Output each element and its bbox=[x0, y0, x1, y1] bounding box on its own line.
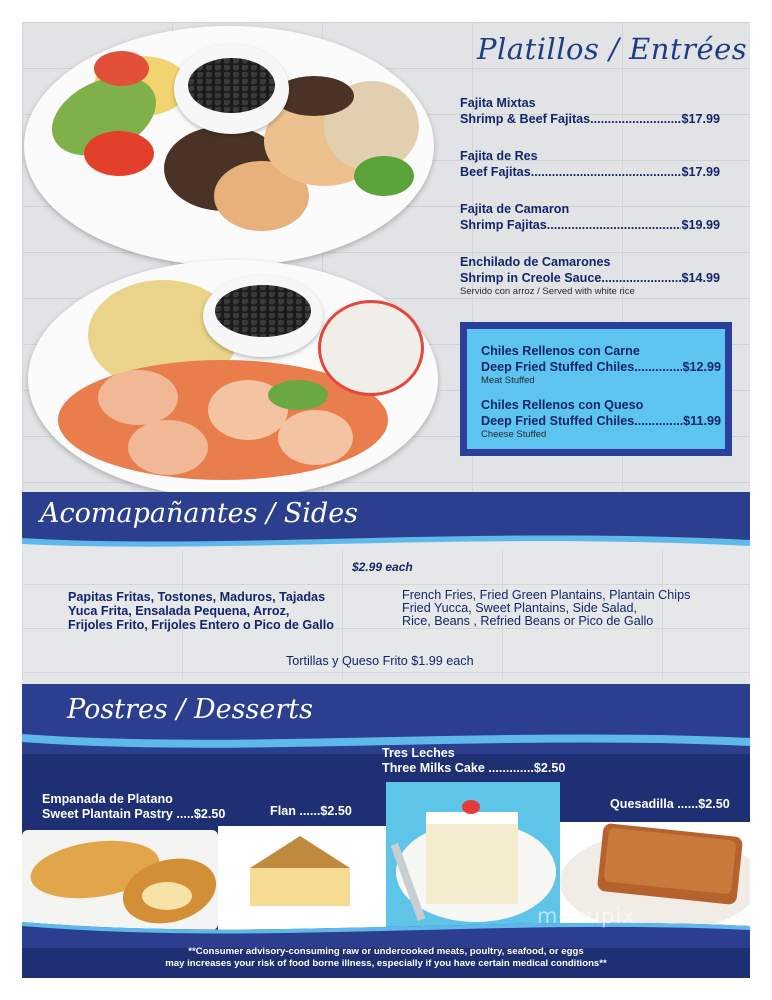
item-price: $14.99 bbox=[681, 271, 720, 285]
chiles-rellenos-box bbox=[460, 322, 732, 456]
sides-list-es bbox=[68, 590, 368, 632]
tortillas-item: Tortillas y Queso Frito $1.99 each bbox=[286, 654, 474, 668]
bottom-wave bbox=[22, 912, 750, 948]
dessert-flan: Flan ......$2.50 bbox=[270, 804, 352, 818]
desserts-header-band bbox=[22, 684, 750, 754]
item-name-en: Shrimp in Creole Sauce bbox=[460, 271, 602, 285]
item-name-en: Shrimp & Beef Fajitas bbox=[460, 112, 591, 126]
menu-item-enchilado-de-camarones bbox=[460, 254, 720, 298]
item-name-en: Shrimp Fajitas bbox=[460, 218, 547, 232]
item-name-en: Deep Fried Stuffed Chiles bbox=[481, 360, 635, 374]
dessert-name-en: Sweet Plantain Pastry bbox=[42, 807, 173, 821]
sides-list-en bbox=[402, 589, 722, 628]
item-price: $17.99 bbox=[681, 112, 720, 126]
dessert-name-es: Empanada de Platano bbox=[42, 792, 173, 806]
dessert-empanada: Empanada de Platano Sweet Plantain Pastry .....$2.50 bbox=[42, 792, 226, 821]
dessert-name: Flan bbox=[270, 804, 296, 818]
fajita-plate-photo bbox=[24, 26, 434, 266]
wave-decoration bbox=[22, 528, 750, 550]
sides-header-band bbox=[22, 492, 750, 550]
menupix-watermark: menupix bbox=[537, 904, 636, 928]
item-note: Meat Stuffed bbox=[481, 375, 535, 386]
advisory-line: **Consumer advisory-consuming raw or undercooked meats, poultry, seafood, or eggs bbox=[188, 946, 584, 957]
item-name-es: Fajita de Res bbox=[460, 149, 538, 163]
item-note: Servido con arroz / Served with white rice bbox=[460, 286, 635, 297]
sides-line: Rice, Beans , Refried Beans or Pico de Gallo bbox=[402, 614, 654, 628]
advisory-line: may increases your risk of food borne illness, especially if you have certain medical conditions** bbox=[165, 958, 607, 969]
tres-leches-photo bbox=[386, 782, 560, 930]
sides-line: Papitas Fritas, Tostones, Maduros, Tajadas bbox=[68, 590, 326, 604]
item-name-es: Chiles Rellenos con Queso bbox=[481, 398, 644, 412]
item-name-es: Fajita Mixtas bbox=[460, 96, 536, 110]
dessert-price: $2.50 bbox=[698, 797, 730, 811]
menu-item-fajita-de-res bbox=[460, 148, 720, 180]
shrimp-creole-plate-photo bbox=[28, 260, 438, 498]
dessert-price: $2.50 bbox=[193, 807, 226, 821]
chiles-rellenos-inner bbox=[467, 329, 725, 449]
dessert-quesadilla: Quesadilla ......$2.50 bbox=[610, 797, 730, 811]
sides-line: Fried Yucca, Sweet Plantains, Side Salad, bbox=[402, 601, 637, 615]
sides-title: Acomapañantes / Sides bbox=[40, 498, 359, 529]
dessert-tres-leches: Tres Leches Three Milks Cake .............$2.50 bbox=[382, 746, 566, 775]
dessert-price: $2.50 bbox=[320, 804, 352, 818]
menu-item-fajita-mixtas bbox=[460, 95, 720, 127]
consumer-advisory bbox=[22, 946, 750, 970]
item-price: $11.99 bbox=[683, 414, 721, 428]
dessert-name-en: Three Milks Cake bbox=[382, 761, 485, 775]
item-name-en: Deep Fried Stuffed Chiles bbox=[481, 414, 635, 428]
sides-price: $2.99 each bbox=[352, 560, 413, 574]
sides-line: Yuca Frita, Ensalada Pequena, Arroz, bbox=[68, 604, 290, 618]
item-note: Cheese Stuffed bbox=[481, 429, 547, 440]
dessert-name-es: Tres Leches bbox=[382, 746, 455, 760]
item-name-en: Beef Fajitas bbox=[460, 165, 531, 179]
item-name-es: Enchilado de Camarones bbox=[460, 255, 611, 269]
item-price: $19.99 bbox=[681, 218, 720, 232]
sides-line: Frijoles Frito, Frijoles Entero o Pico de Gallo bbox=[68, 618, 334, 632]
menu-item-chiles-carne bbox=[481, 343, 721, 387]
item-name-es: Fajita de Camaron bbox=[460, 202, 570, 216]
item-price: $12.99 bbox=[682, 360, 721, 374]
menu-item-fajita-de-camaron bbox=[460, 201, 720, 233]
item-name-es: Chiles Rellenos con Carne bbox=[481, 344, 640, 358]
dessert-price: $2.50 bbox=[533, 761, 566, 775]
dessert-name: Quesadilla bbox=[610, 797, 674, 811]
entrees-title: Platillos / Entrées bbox=[477, 32, 748, 66]
menu-item-chiles-queso bbox=[481, 397, 721, 441]
desserts-title: Postres / Desserts bbox=[67, 694, 313, 725]
menu-page bbox=[22, 22, 750, 978]
sides-line: French Fries, Fried Green Plantains, Plantain Chips bbox=[402, 588, 691, 602]
item-price: $17.99 bbox=[681, 165, 720, 179]
